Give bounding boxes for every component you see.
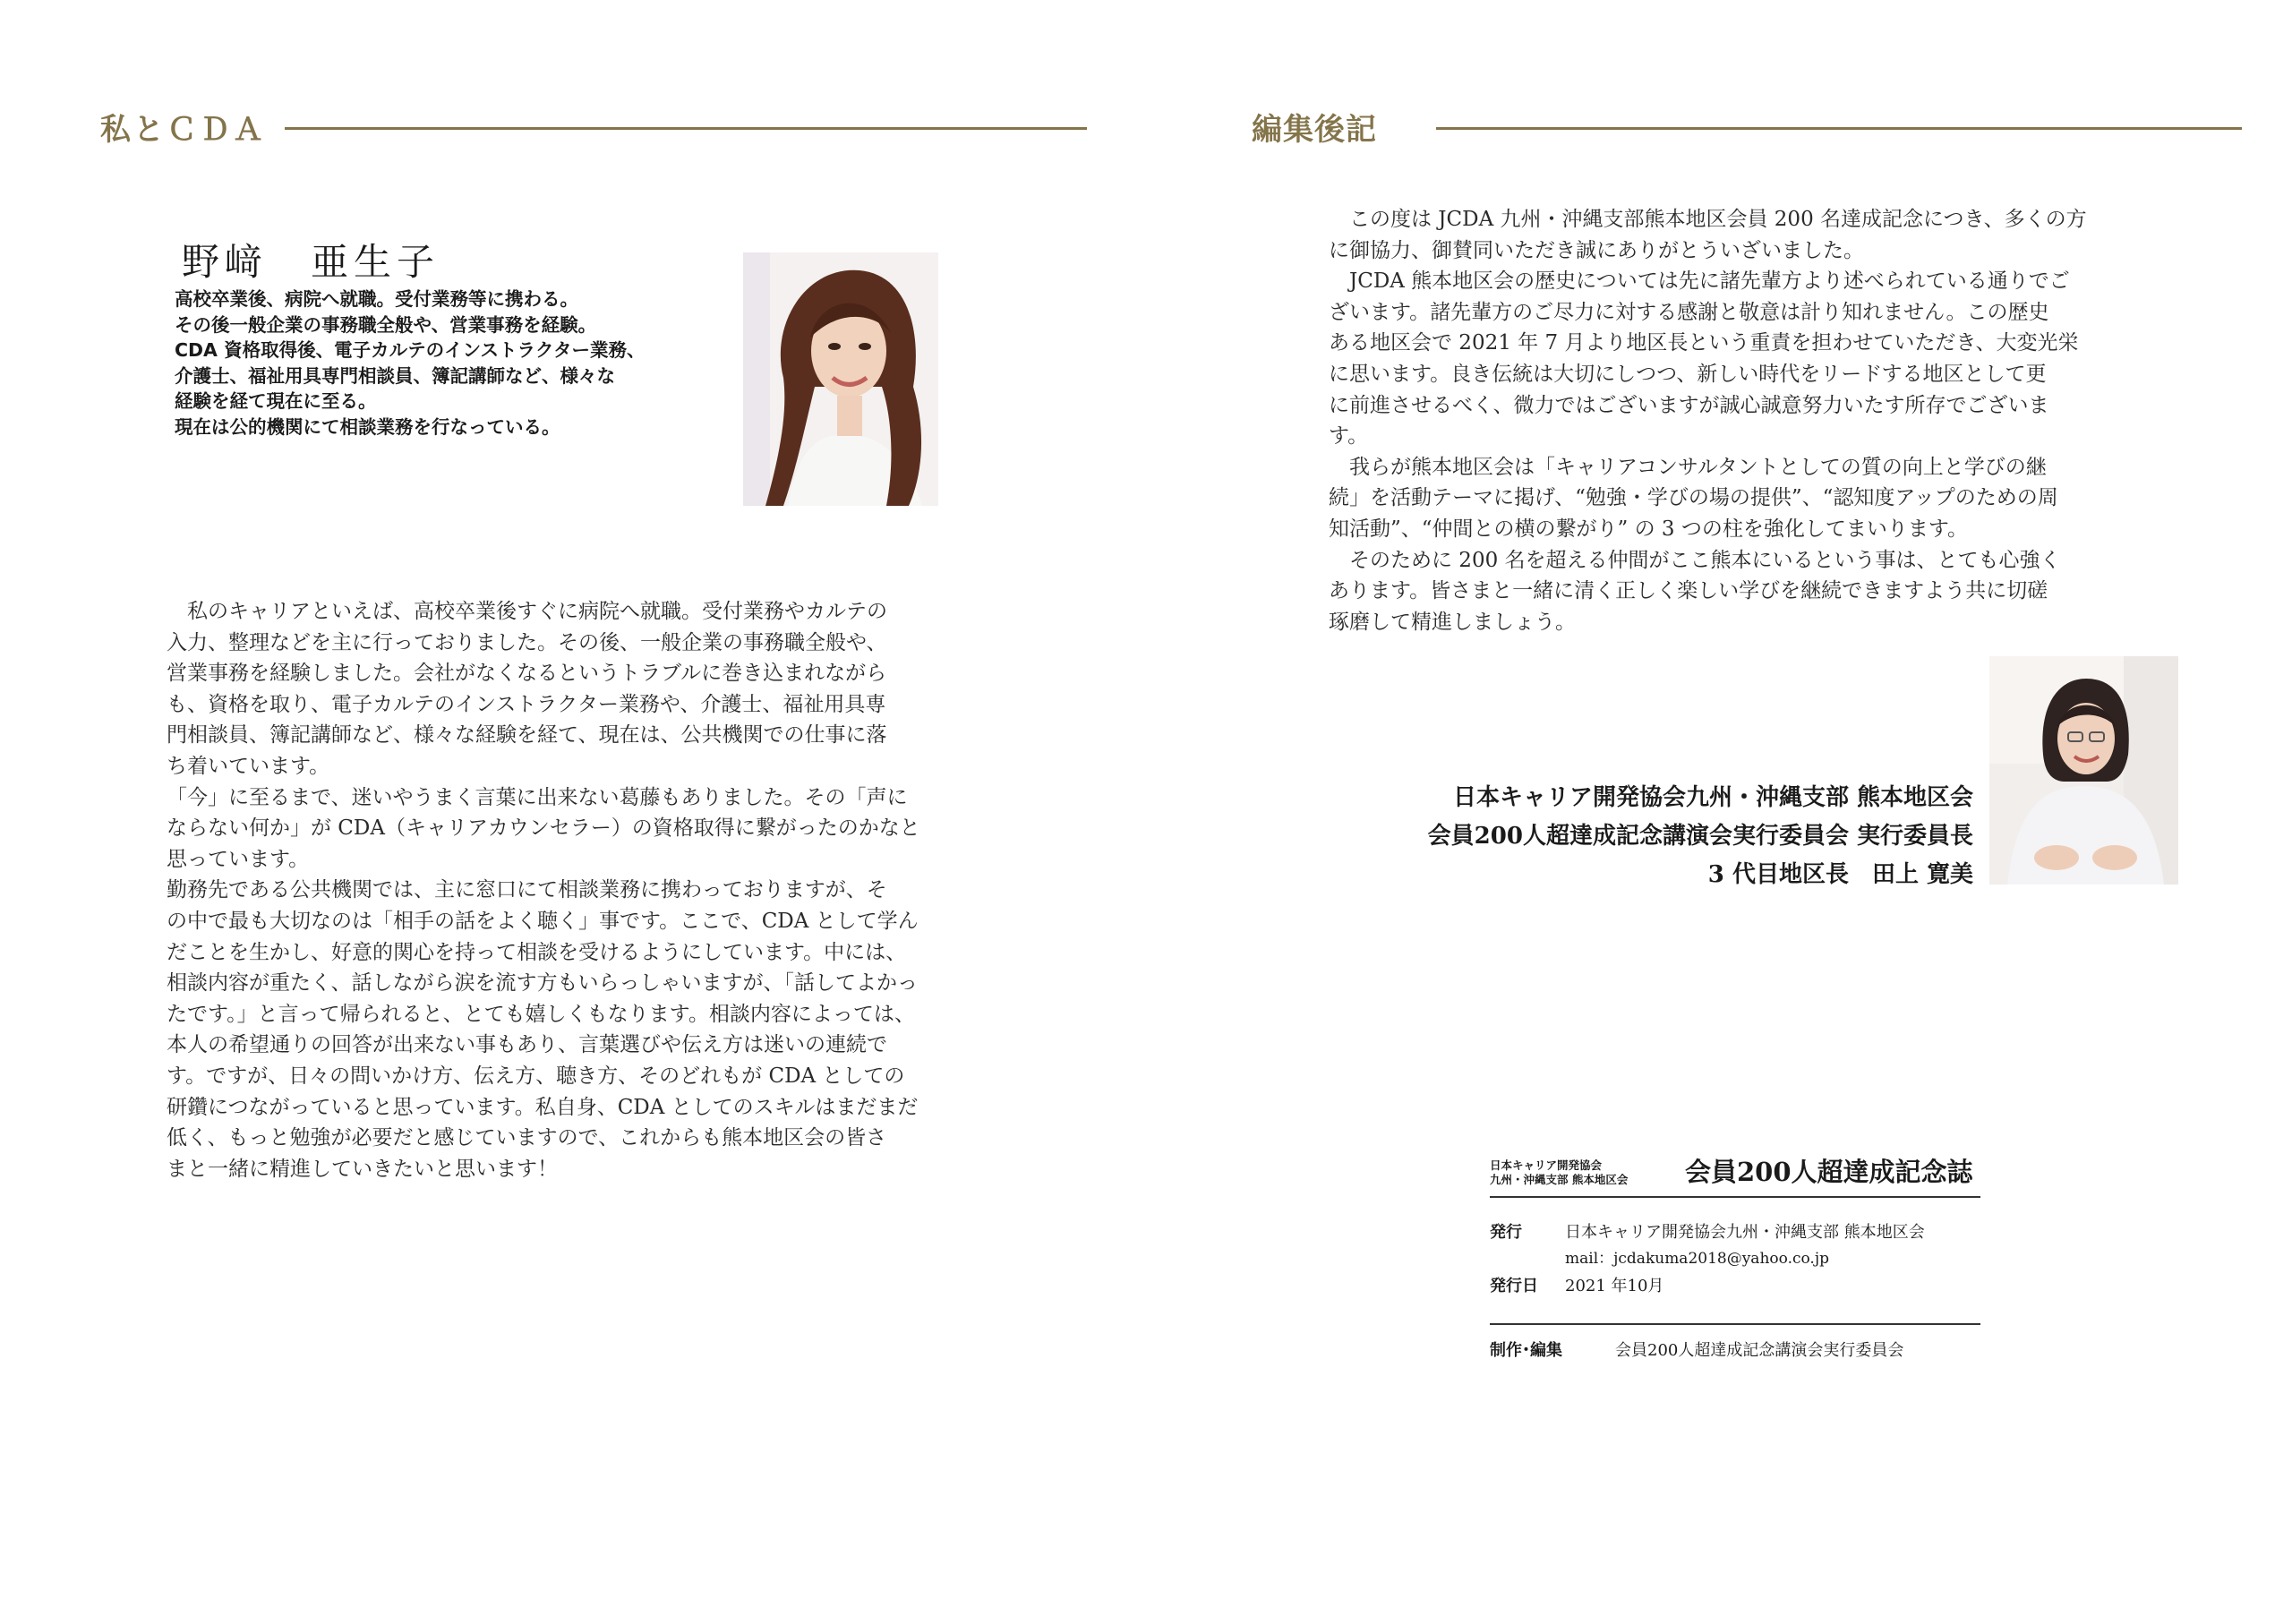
author-bio — [175, 286, 646, 440]
editorial-line: に御協力、御賛同いただき誠にありがとういざいました。 — [1329, 238, 1864, 262]
publish-date: 2021 年10月 — [1565, 1277, 1664, 1295]
author-photo — [743, 252, 938, 506]
signature-line: 日本キャリア開発協会九州・沖縄支部 熊本地区会 — [1452, 784, 1973, 811]
body-line: 本人の希望通りの回答が出来ない事もあり、言葉選びや伝え方は迷いの連続で — [167, 1033, 887, 1057]
body-line: ならない何か」が CDA（キャリアカウンセラー）の資格取得に繋がったのかなと — [167, 816, 920, 841]
right-heading: 編集後記 — [1252, 112, 1377, 148]
bio-line: 経験を経て現在に至る。 — [175, 390, 377, 412]
author-name: 野﨑 亜生子 — [182, 240, 440, 284]
editorial-line: 続」を活動テーマに掲げ、“勉強・学びの場の提供”、“認知度アップのための周 — [1329, 486, 2058, 510]
body-line: まと一緒に精進していきたいと思います！ — [167, 1157, 558, 1181]
body-line: 「今」に至るまで、迷いやうまく言葉に出来ない葛藤もありました。その「声に — [167, 785, 908, 809]
publisher: 日本キャリア開発協会九州・沖縄支部 熊本地区会 — [1565, 1223, 1925, 1242]
signature-line: 3 代目地区長 田上 寛美 — [1707, 861, 1973, 888]
body-line: たです。」と言って帰られると、とても嬉しくもなります。相談内容によっては、 — [167, 1002, 915, 1026]
body-line: の中で最も大切なのは「相手の話をよく聴く」事です。ここで、CDA として学ん — [167, 909, 919, 933]
editor-label: 制作･編集 — [1490, 1341, 1562, 1360]
body-line: ち着いています。 — [167, 754, 330, 778]
editorial-line: に思います。良き伝統は大切にしつつ、新しい時代をリードする地区として更 — [1329, 362, 2047, 386]
editorial-line: 琢磨して精進しましょう。 — [1329, 610, 1576, 634]
left-body-text — [167, 596, 920, 1184]
colophon-bottom-rule — [1490, 1323, 1980, 1325]
editorial-line: 我らが熊本地区会は「キャリアコンサルタントとしての質の向上と学びの継 — [1329, 455, 2047, 479]
publisher-mail: mail：jcdakuma2018@yahoo.co.jp — [1565, 1250, 1829, 1268]
right-heading-rule — [1436, 127, 2242, 130]
editorial-line: あります。皆さまと一緒に清く正しく楽しい学びを継続できますよう共に切磋 — [1329, 579, 2048, 603]
date-label: 発行日 — [1490, 1277, 1538, 1295]
body-line: 勤務先である公共機関では、主に窓口にて相談業務に携わっておりますが、そ — [167, 878, 887, 902]
signature-line: 会員200人超達成記念講演会実行委員会 実行委員長 — [1427, 823, 1973, 850]
chair-photo — [1989, 656, 2178, 885]
colophon-title: 会員200人超達成記念誌 — [1685, 1157, 1973, 1187]
publisher-label: 発行 — [1490, 1223, 1522, 1242]
editorial-text — [1329, 204, 2087, 637]
colophon-org-line2: 九州・沖縄支部 熊本地区会 — [1490, 1173, 1629, 1186]
body-line: も、資格を取り、電子カルテのインストラクター業務や、介護士、福祉用具専 — [167, 692, 886, 716]
bio-line: 介護士、福祉用具専門相談員、簿記講師など、様々な — [175, 364, 615, 387]
editorial-line: す。 — [1329, 424, 1369, 449]
body-line: 私のキャリアといえば、高校卒業後すぐに病院へ就職。受付業務やカルテの — [167, 600, 887, 623]
left-heading-rule — [285, 127, 1087, 130]
body-line: 門相談員、簿記講師など、様々な経験を経て、現在は、公共機関での仕事に落 — [167, 723, 887, 748]
body-line: だことを生かし、好意的関心を持って相談を受けるようにしています。中には、 — [167, 940, 907, 964]
editorial-line: 知活動”、“仲間との横の繋がり” の 3 つの柱を強化してまいります。 — [1329, 517, 1969, 541]
body-line: 思っています。 — [167, 847, 310, 871]
bio-line: その後一般企業の事務職全般や、営業事務を経験。 — [175, 313, 597, 336]
colophon-top-rule — [1490, 1196, 1980, 1198]
colophon — [1490, 1155, 1980, 1370]
colophon-org-line1: 日本キャリア開発協会 — [1490, 1158, 1603, 1172]
body-line: す。ですが、日々の問いかけ方、伝え方、聴き方、そのどれもが CDA としての — [167, 1064, 905, 1088]
editor: 会員200人超達成記念講演会実行委員会 — [1615, 1341, 1904, 1360]
bio-line: 高校卒業後、病院へ就職。受付業務等に携わる。 — [175, 288, 578, 310]
body-line: 研鑽につながっていると思っています。私自身、CDA としてのスキルはまだまだ — [167, 1095, 919, 1119]
body-line: 入力、整理などを主に行っておりました。その後、一般企業の事務職全般や、 — [167, 630, 887, 654]
editorial-line: JCDA 熊本地区会の歴史については先に諸先輩方より述べられている通りでご — [1329, 269, 2070, 294]
bio-line: 現在は公的機関にて相談業務を行なっている。 — [175, 415, 560, 438]
body-line: 低く、もっと勉強が必要だと感じていますので、これからも熊本地区会の皆さ — [167, 1126, 887, 1150]
body-line: 営業事務を経験しました。会社がなくなるというトラブルに巻き込まれながら — [167, 662, 887, 686]
editorial-line: ある地区会で 2021 年 7 月より地区長という重責を担わせていただき、大変光栄 — [1329, 331, 2079, 355]
bio-line: CDA 資格取得後、電子カルテのインストラクター業務、 — [175, 339, 646, 361]
signature-block — [1428, 779, 1973, 894]
editorial-line: に前進させるべく、微力ではございますが誠心誠意努力いたす所存でございま — [1329, 393, 2049, 417]
editorial-line: ざいます。諸先輩方のご尽力に対する感謝と敬意は計り知れません。この歴史 — [1329, 300, 2049, 324]
left-heading: 私とＣＤＡ — [100, 112, 266, 148]
editorial-line: この度は JCDA 九州・沖縄支部熊本地区会員 200 名達成記念につき、多くの方 — [1329, 208, 2087, 231]
body-line: 相談内容が重たく、話しながら涙を流す方もいらっしゃいますが、「話してよかっ — [167, 971, 919, 996]
editorial-line: そのために 200 名を超える仲間がここ熊本にいるという事は、とても心強く — [1329, 548, 2061, 572]
